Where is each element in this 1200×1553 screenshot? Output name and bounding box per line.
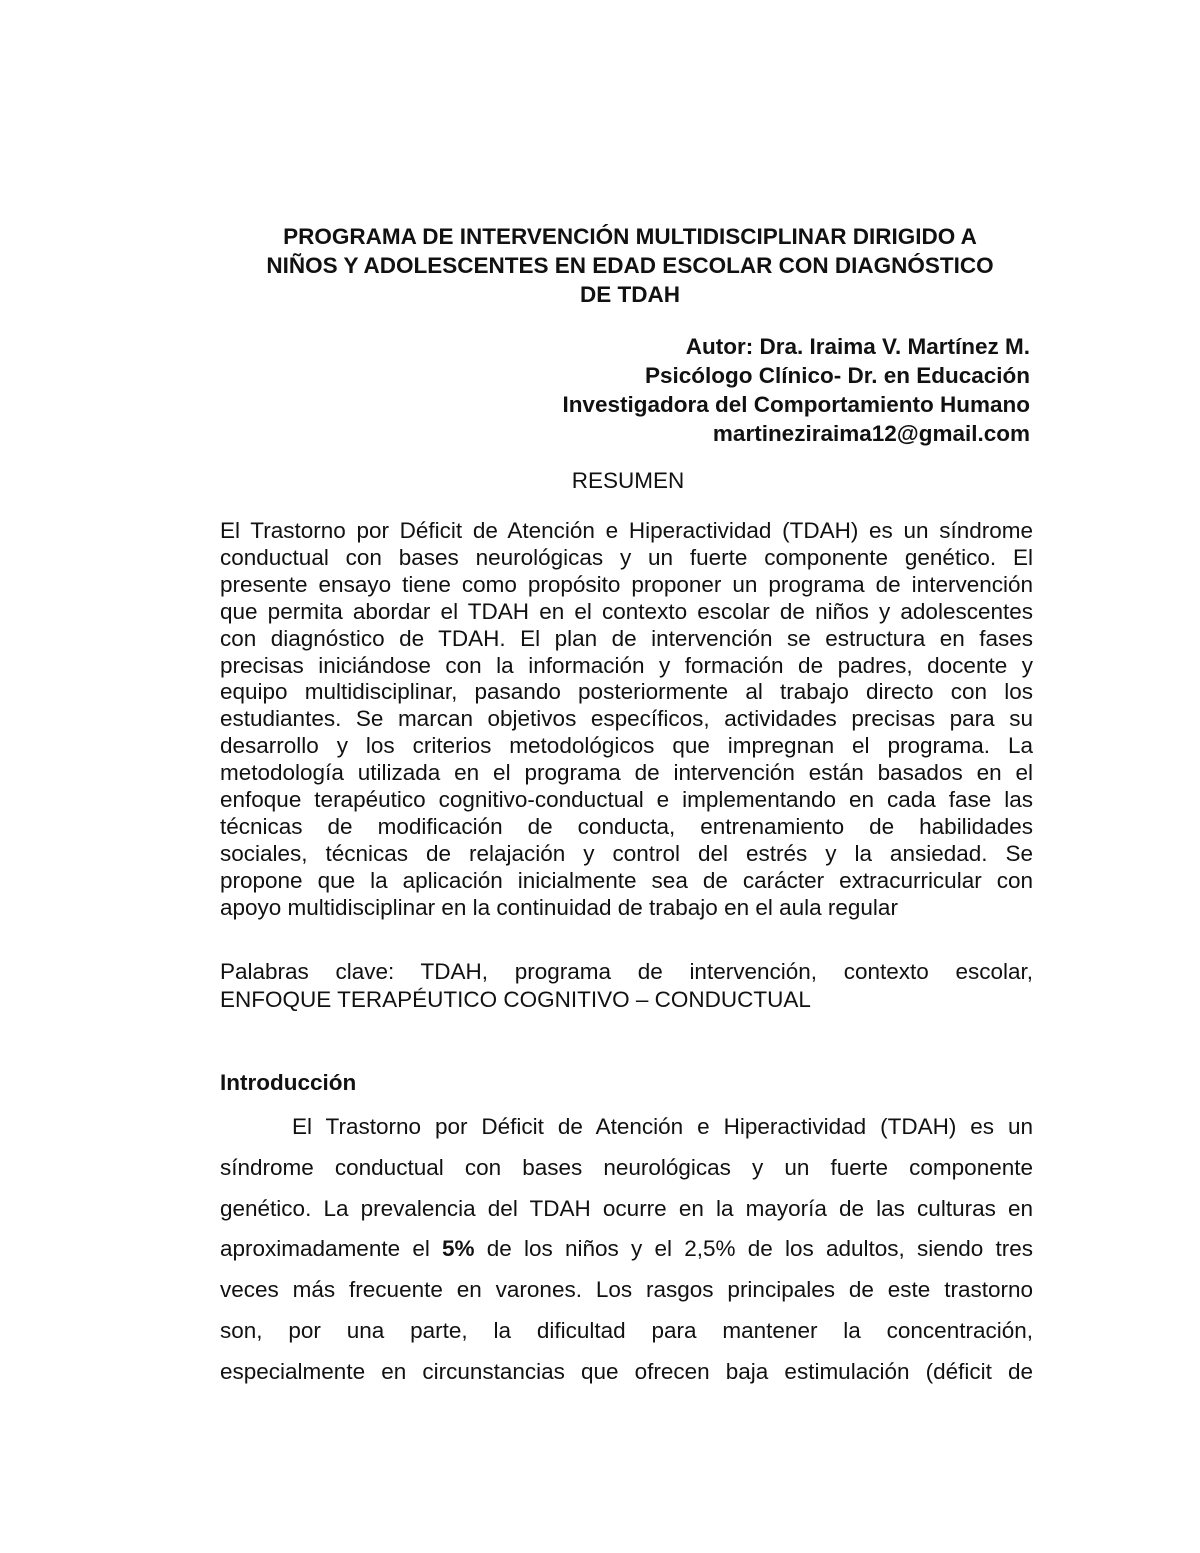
author-email: martineziraima12@gmail.com <box>712 421 1030 446</box>
intro-line: genético. La prevalencia del TDAH ocurre en la mayoría de las culturas en <box>220 1195 1033 1221</box>
abstract-line: con diagnóstico de TDAH. El plan de intervención se estructura en fases <box>220 625 1033 651</box>
abstract-line: estudiantes. Se marcan objetivos específicos, actividades precisas para su <box>220 706 1033 732</box>
resumen-heading: RESUMEN <box>571 468 685 493</box>
title-line-1: PROGRAMA DE INTERVENCIÓN MULTIDISCIPLINAR DIRIGIDO A <box>283 224 977 249</box>
intro-line <box>220 1229 1033 1270</box>
intro-line: síndrome conductual con bases neurológicas y un fuerte componente <box>220 1154 1033 1180</box>
author-role: Investigadora del Comportamiento Humano <box>562 392 1030 417</box>
abstract-line: El Trastorno por Déficit de Atención e Hiperactividad (TDAH) es un síndrome <box>220 518 1033 543</box>
document-title <box>180 222 1080 309</box>
keywords-line: Palabras clave: TDAH, programa de intervención, contexto escolar, <box>220 959 1033 984</box>
abstract-line: sociales, técnicas de relajación y control del estrés y la ansiedad. Se <box>220 840 1033 866</box>
intro-line: veces más frecuente en varones. Los rasgos principales de este trastorno <box>220 1277 1033 1303</box>
intro-line: especialmente en circunstancias que ofrecen baja estimulación (déficit de <box>220 1358 1033 1384</box>
prevalence-highlight: 5% <box>442 1236 475 1262</box>
abstract-line: desarrollo y los criterios metodológicos que impregnan el programa. La <box>220 733 1033 759</box>
abstract-line: que permita abordar el TDAH en el contexto escolar de niños y adolescentes <box>220 598 1033 624</box>
intro-text: aproximadamente el <box>220 1236 443 1262</box>
abstract-line: enfoque terapéutico cognitivo-conductual e implementando en cada fase las <box>220 787 1033 813</box>
abstract-line: apoyo multidisciplinar en la continuidad de trabajo en el aula regular <box>220 894 898 920</box>
abstract-line: técnicas de modificación de conducta, entrenamiento de habilidades <box>220 813 1033 839</box>
title-line-2: NIÑOS Y ADOLESCENTES EN EDAD ESCOLAR CON DIAGNÓSTICO <box>266 253 994 278</box>
author-profession: Psicólogo Clínico- Dr. en Educación <box>644 363 1030 388</box>
abstract-line: metodología utilizada en el programa de intervención están basados en el <box>220 760 1033 786</box>
introduccion-paragraph <box>220 1107 1033 1393</box>
abstract-line: propone que la aplicación inicialmente sea de carácter extracurricular con <box>220 867 1033 893</box>
abstract-line: equipo multidisciplinar, pasando posteriormente al trabajo directo con los <box>220 679 1033 705</box>
abstract-line: presente ensayo tiene como propósito proponer un programa de intervención <box>220 571 1033 597</box>
intro-line: son, por una parte, la dificultad para mantener la concentración, <box>220 1317 1033 1343</box>
abstract-paragraph <box>220 518 1033 922</box>
keywords-line: ENFOQUE TERAPÉUTICO COGNITIVO – CONDUCTUAL <box>220 987 811 1012</box>
introduccion-heading: Introducción <box>220 1070 357 1095</box>
intro-text: de los niños y el 2,5% de los adultos, siendo tres <box>474 1236 1033 1262</box>
intro-line: El Trastorno por Déficit de Atención e Hiperactividad (TDAH) es un <box>292 1114 1033 1139</box>
abstract-line: conductual con bases neurológicas y un fuerte componente genético. El <box>220 544 1033 570</box>
author-name: Autor: Dra. Iraima V. Martínez M. <box>685 334 1030 359</box>
abstract-line: precisas iniciándose con la información y formación de padres, docente y <box>220 652 1033 678</box>
keywords-paragraph <box>220 958 1033 1014</box>
title-line-3: DE TDAH <box>580 282 680 307</box>
author-block <box>562 332 1030 448</box>
